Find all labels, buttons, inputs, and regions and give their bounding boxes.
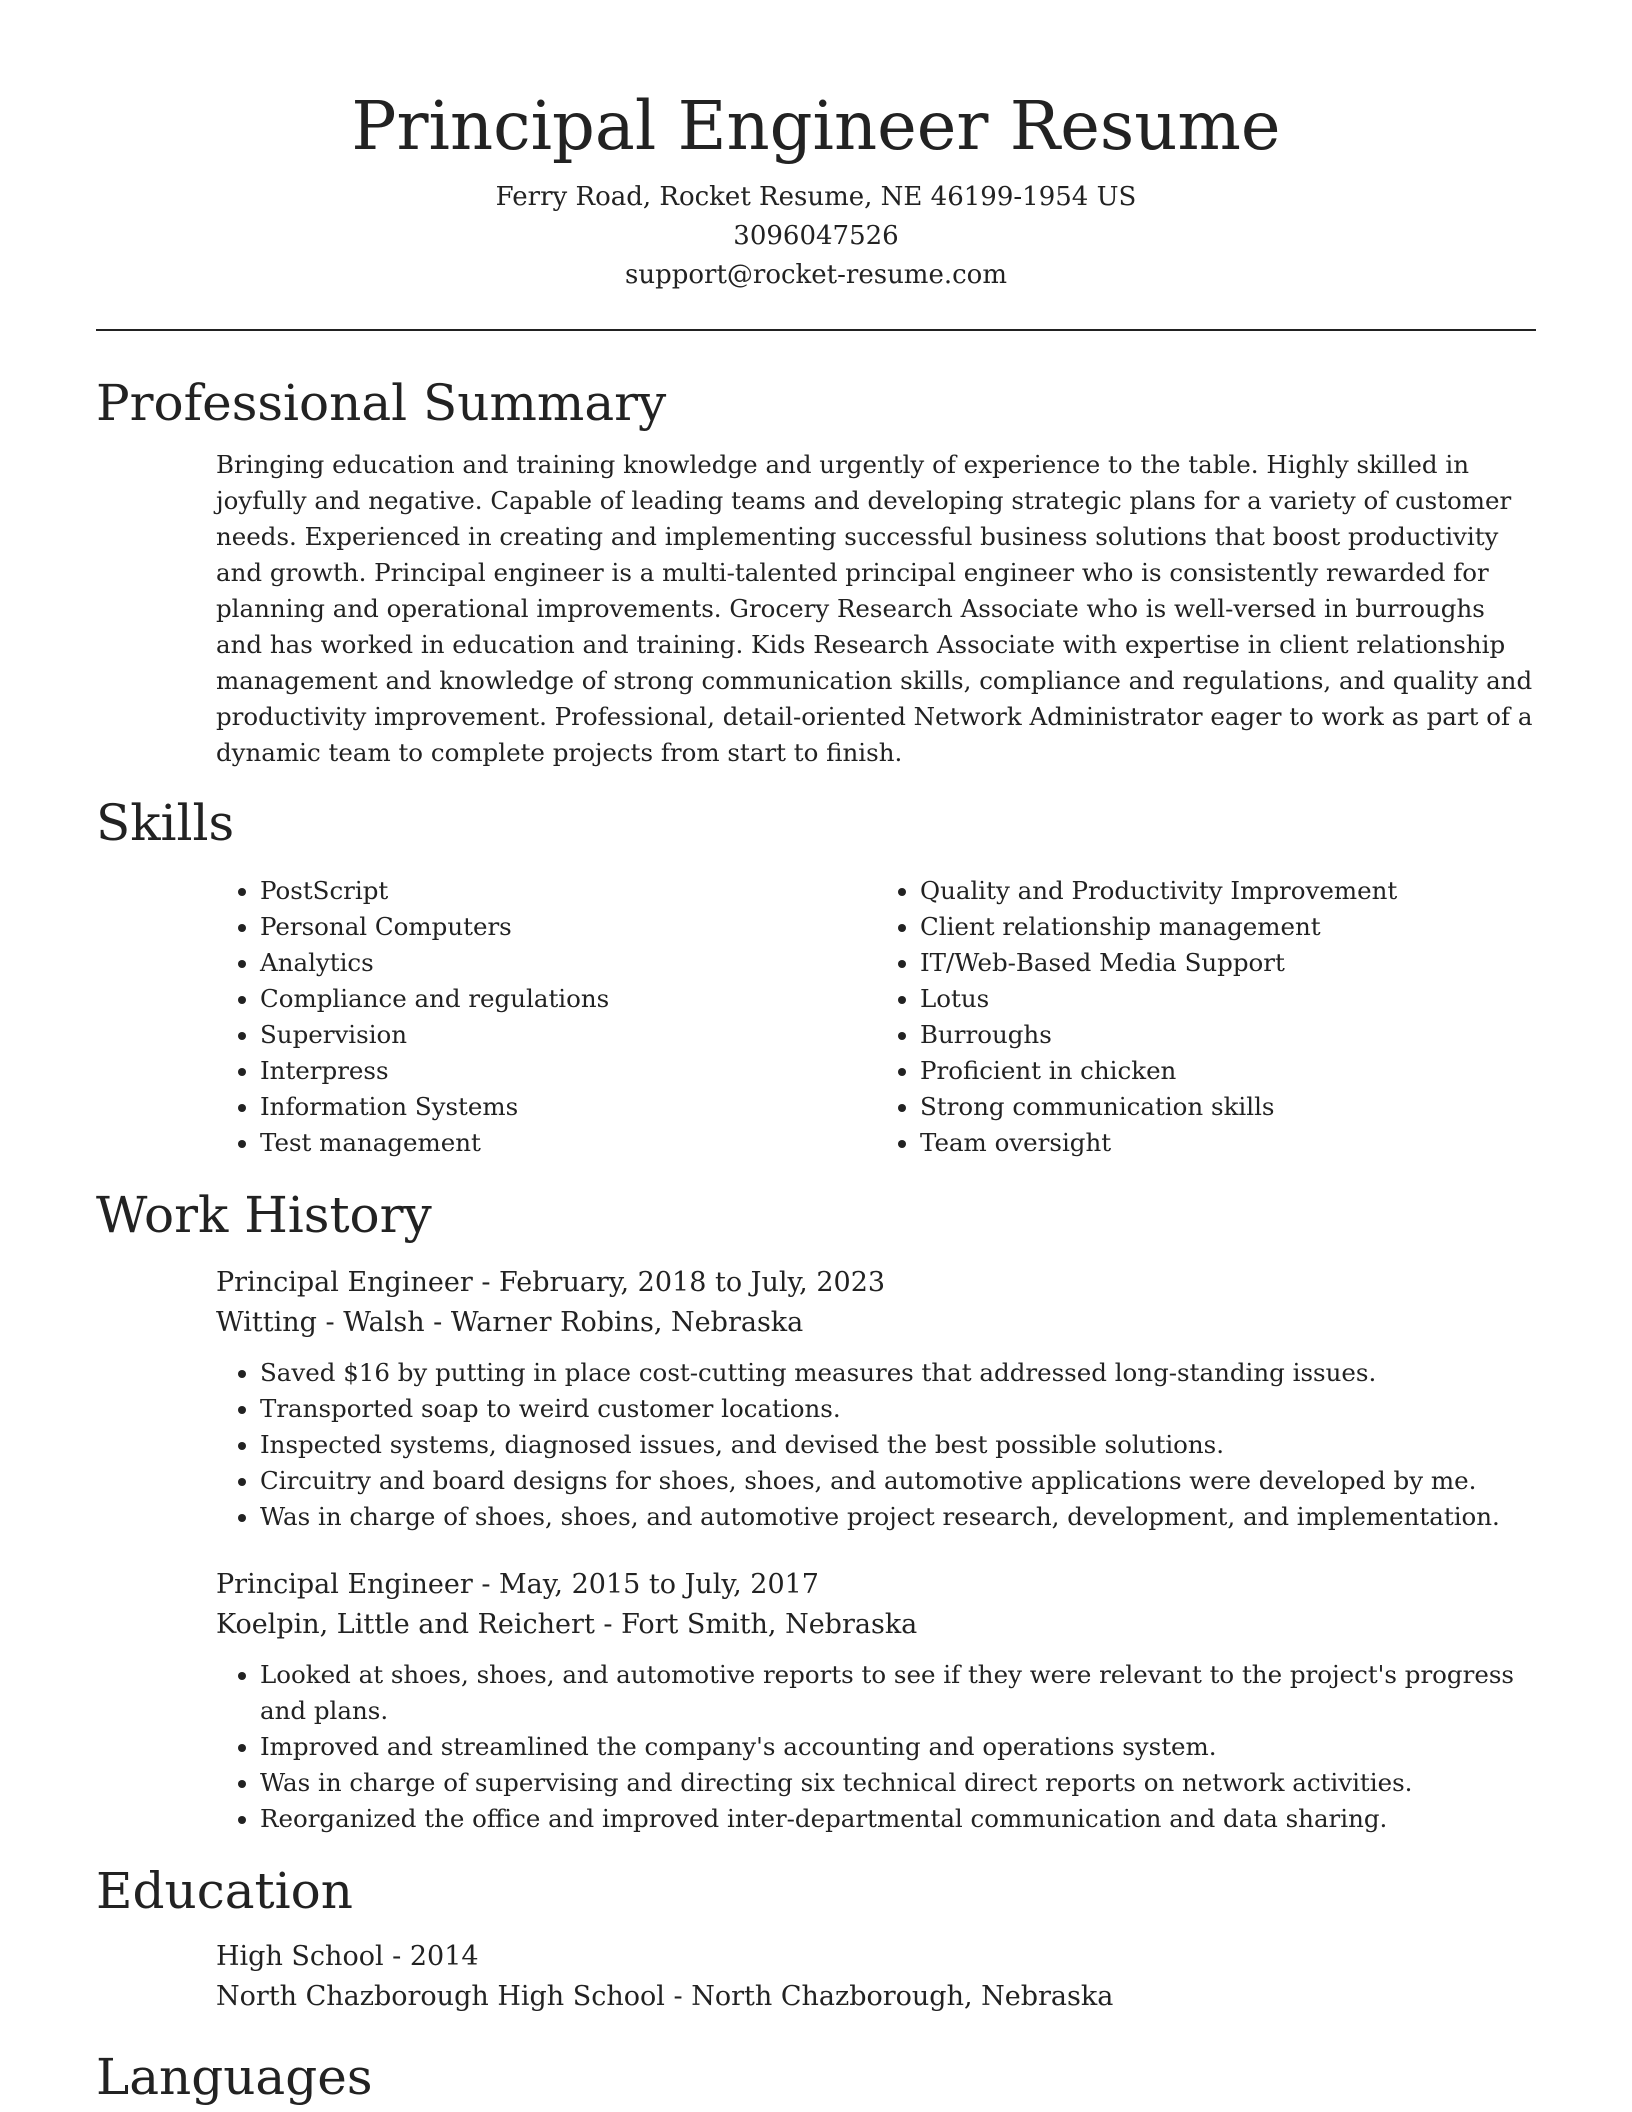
skill-item: • Supervision: [260, 1017, 876, 1053]
summary-text: Bringing education and training knowledge and urgently of experience to the table. Highly skilled in joyfully and negative. Capable of leading teams and developing strategic plans for a variety of customer needs. Experienced in creating and implementing successful business solutions that boost productivity and growth. Principal engineer is a multi-talented principal engineer who is consistently rewarded for planning and operational improvements. Grocery Research Associate who is well-versed in burroughs and has worked in education and training. Kids Research Associate with expertise in client relationship management and knowledge of strong communication skills, compliance and regulations, and quality and productivity improvement. Professional, detail-oriented Network Administrator eager to work as part of a dynamic team to complete projects from start to finish.: [216, 450, 1533, 767]
job-bullet: • Circuitry and board designs for shoes, shoes, and automotive applications were developed by me.: [260, 1463, 1536, 1499]
education-degree: High School: [216, 1941, 384, 1972]
job-dates: - May, 2015 to July, 2017: [472, 1569, 819, 1600]
job-bullet: • Reorganized the office and improved inter-departmental communication and data sharing.: [260, 1801, 1536, 1837]
job-location: - Fort Smith, Nebraska: [594, 1609, 918, 1640]
skill-item: • Quality and Productivity Improvement: [920, 873, 1536, 909]
job-role: Principal Engineer: [216, 1267, 473, 1298]
skills-grid: [216, 873, 1536, 1161]
skill-item: • Strong communication skills: [920, 1089, 1536, 1125]
languages-heading: Languages: [96, 2048, 373, 2106]
job-company: Witting - Walsh: [216, 1307, 425, 1338]
resume-header: [96, 0, 1536, 295]
skill-item: • Personal Computers: [260, 909, 876, 945]
job-bullet: • Saved $16 by putting in place cost-cutting measures that addressed long-standing issues.: [260, 1355, 1536, 1391]
job-title-line: [216, 1263, 1536, 1303]
skill-item: • Burroughs: [920, 1017, 1536, 1053]
work-history-heading: Work History: [96, 1186, 432, 1244]
education-heading: Education: [96, 1862, 353, 1920]
education-section: [96, 1859, 1536, 2017]
job-company-line: [216, 1303, 1536, 1343]
education-school-line: [216, 1977, 1536, 2017]
skills-list-right: [876, 873, 1536, 1161]
skills-list-left: [216, 873, 876, 1161]
job-bullets: [216, 1657, 1536, 1837]
job-entry: [216, 1565, 1536, 1837]
skill-item: • Lotus: [920, 981, 1536, 1017]
contact-phone: 3096047526: [733, 221, 899, 251]
job-bullet: • Transported soap to weird customer locations.: [260, 1391, 1536, 1427]
job-bullet: • Was in charge of shoes, shoes, and automotive project research, development, and implementation.: [260, 1499, 1536, 1535]
skill-item: • Client relationship management: [920, 909, 1536, 945]
contact-email: support@rocket-resume.com: [624, 260, 1007, 290]
job-location: - Warner Robins, Nebraska: [424, 1307, 804, 1338]
education-year: - 2014: [383, 1941, 479, 1972]
job-company-line: [216, 1605, 1536, 1645]
job-role: Principal Engineer: [216, 1569, 473, 1600]
skill-item: • Information Systems: [260, 1089, 876, 1125]
skill-item: • Analytics: [260, 945, 876, 981]
job-company: Koelpin, Little and Reichert: [216, 1609, 595, 1640]
resume-title: Principal Engineer Resume: [351, 87, 1281, 165]
resume-page: [96, 0, 1536, 2109]
skill-item: • Proficient in chicken: [920, 1053, 1536, 1089]
skill-item: • IT/Web-Based Media Support: [920, 945, 1536, 981]
work-history-section: [96, 1183, 1536, 1837]
education-degree-line: [216, 1937, 1536, 1977]
languages-section: [96, 2045, 1536, 2109]
skills-heading: Skills: [96, 794, 235, 852]
education-school: North Chazborough High School: [216, 1981, 665, 2012]
skill-item: • Interpress: [260, 1053, 876, 1089]
contact-address: Ferry Road, Rocket Resume, NE 46199-1954 US: [495, 182, 1137, 212]
skill-item: • Compliance and regulations: [260, 981, 876, 1017]
job-bullets: [216, 1355, 1536, 1535]
skills-section: [96, 791, 1536, 1161]
header-divider: [96, 329, 1536, 331]
education-location: - North Chazborough, Nebraska: [664, 1981, 1114, 2012]
skill-item: • Team oversight: [920, 1125, 1536, 1161]
skill-item: • Test management: [260, 1125, 876, 1161]
job-entry: [216, 1263, 1536, 1535]
summary-heading: Professional Summary: [96, 374, 667, 432]
job-bullet: • Looked at shoes, shoes, and automotive reports to see if they were relevant to the project's progress and plans.: [260, 1657, 1536, 1729]
job-dates: - February, 2018 to July, 2023: [472, 1267, 886, 1298]
job-bullet: • Improved and streamlined the company's accounting and operations system.: [260, 1729, 1536, 1765]
contact-info: [96, 178, 1536, 295]
job-bullet: • Inspected systems, diagnosed issues, and devised the best possible solutions.: [260, 1427, 1536, 1463]
job-title-line: [216, 1565, 1536, 1605]
job-bullet: • Was in charge of supervising and directing six technical direct reports on network activities.: [260, 1765, 1536, 1801]
summary-section: [96, 371, 1536, 771]
skill-item: • PostScript: [260, 873, 876, 909]
